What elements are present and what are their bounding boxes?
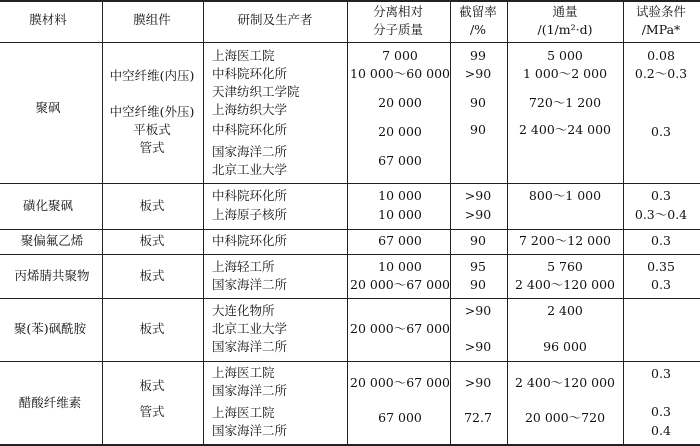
column-divider [450, 0, 451, 446]
conditions-cell: 0.35 [647, 259, 675, 274]
mwco-cell: 20 000～67 000 [350, 321, 450, 336]
producer-cell: 上海轻工所 [212, 259, 275, 274]
column-divider [623, 0, 624, 446]
row-divider [0, 298, 700, 299]
conditions-cell: 0.3 [651, 188, 671, 203]
flux-cell: 20 000～720 [524, 410, 606, 425]
conditions-cell: 0.08 [647, 48, 675, 63]
rejection-cell: 90 [470, 233, 486, 248]
mwco-cell: 10 000～60 000 [350, 66, 450, 81]
flux-cell: 2 400～120 000 [515, 277, 615, 292]
rejection-cell: >90 [464, 303, 492, 318]
header-conditions: 试验条件 [635, 4, 687, 19]
module-cell: 中空纤维(内压) [109, 68, 195, 83]
material-cell: 聚(苯)砜酰胺 [13, 321, 87, 336]
rejection-cell: 99 [470, 48, 486, 63]
module-cell: 板式 [139, 198, 165, 213]
rejection-cell: >90 [464, 188, 492, 203]
producer-cell: 中科院环化所 [212, 122, 288, 137]
producer-cell: 北京工业大学 [212, 321, 288, 336]
header-rejection: 截留率 [459, 4, 497, 19]
conditions-cell: 0.3 [651, 404, 671, 419]
module-cell: 平板式 [133, 122, 171, 137]
flux-cell: 800～1 000 [528, 188, 602, 203]
mwco-cell: 10 000 [378, 259, 422, 274]
flux-cell: 96 000 [543, 339, 587, 354]
module-cell: 板式 [139, 233, 165, 248]
flux-cell: 7 200～12 000 [518, 233, 612, 248]
row-divider [0, 183, 700, 184]
conditions-cell: 0.2～0.3 [634, 66, 688, 81]
table-top-rule [0, 0, 700, 2]
material-cell: 丙烯腈共聚物 [14, 268, 90, 283]
column-divider [203, 0, 204, 446]
column-divider [347, 0, 348, 446]
mwco-cell: 7 000 [382, 48, 418, 63]
conditions-cell: 0.3～0.4 [634, 207, 688, 222]
mwco-cell: 20 000 [378, 124, 422, 139]
mwco-cell: 20 000 [378, 95, 422, 110]
module-cell: 管式 [139, 140, 165, 155]
rejection-cell: 72.7 [464, 410, 492, 425]
producer-cell: 国家海洋二所 [212, 383, 288, 398]
rejection-cell: 90 [470, 277, 486, 292]
module-cell: 管式 [139, 404, 165, 419]
producer-cell: 中科院环化所 [212, 66, 288, 81]
mwco-cell: 67 000 [378, 233, 422, 248]
producer-cell: 上海原子核所 [212, 207, 288, 222]
material-cell: 聚偏氟乙烯 [20, 233, 84, 248]
rejection-cell: 95 [470, 259, 486, 274]
row-divider [0, 229, 700, 230]
producer-cell: 天津纺织工学院 [212, 84, 300, 99]
header-conditions-unit: /MPa* [641, 22, 681, 37]
column-divider [507, 0, 508, 446]
producer-cell: 北京工业大学 [212, 162, 288, 177]
flux-cell: 2 400～24 000 [518, 122, 612, 137]
conditions-cell: 0.3 [651, 366, 671, 381]
material-cell: 聚砜 [35, 100, 61, 115]
mwco-cell: 10 000 [378, 207, 422, 222]
producer-cell: 上海医工院 [212, 48, 275, 63]
rejection-cell: >90 [464, 375, 492, 390]
header-mwco-2: 分子质量 [372, 22, 424, 37]
producer-cell: 国家海洋二所 [212, 423, 288, 438]
module-cell: 板式 [139, 268, 165, 283]
header-flux-unit: /(1/m²·d) [537, 22, 593, 37]
header-bottom-rule [0, 42, 700, 43]
header-module: 膜组件 [133, 12, 171, 27]
producer-cell: 上海纺织大学 [212, 102, 288, 117]
material-cell: 磺化聚砜 [22, 198, 74, 213]
header-producer: 研制及生产者 [237, 12, 313, 27]
material-cell: 醋酸纤维素 [18, 395, 82, 410]
conditions-cell: 0.3 [651, 124, 671, 139]
row-divider [0, 361, 700, 362]
row-divider [0, 254, 700, 255]
producer-cell: 国家海洋二所 [212, 144, 288, 159]
producer-cell: 国家海洋二所 [212, 277, 288, 292]
flux-cell: 5 000 [547, 48, 583, 63]
rejection-cell: >90 [464, 339, 492, 354]
header-rejection-unit: /% [469, 22, 487, 37]
module-cell: 板式 [139, 378, 165, 393]
flux-cell: 2 400～120 000 [515, 375, 615, 390]
conditions-cell: 0.3 [651, 233, 671, 248]
producer-cell: 国家海洋二所 [212, 339, 288, 354]
mwco-cell: 20 000～67 000 [350, 375, 450, 390]
mwco-cell: 20 000～67 000 [350, 277, 450, 292]
rejection-cell: 90 [470, 122, 486, 137]
module-cell: 板式 [139, 321, 165, 336]
mwco-cell: 10 000 [378, 188, 422, 203]
flux-cell: 720～1 200 [528, 95, 602, 110]
header-flux: 通量 [552, 4, 578, 19]
module-cell: 中空纤维(外压) [109, 104, 195, 119]
rejection-cell: >90 [464, 207, 492, 222]
producer-cell: 中科院环化所 [212, 233, 288, 248]
producer-cell: 上海医工院 [212, 365, 275, 380]
flux-cell: 1 000～2 000 [522, 66, 608, 81]
conditions-cell: 0.4 [651, 423, 671, 438]
rejection-cell: 90 [470, 95, 486, 110]
mwco-cell: 67 000 [378, 410, 422, 425]
producer-cell: 上海医工院 [212, 405, 275, 420]
header-material: 膜材料 [29, 12, 67, 27]
flux-cell: 5 760 [547, 259, 583, 274]
mwco-cell: 67 000 [378, 153, 422, 168]
producer-cell: 大连化物所 [212, 303, 275, 318]
conditions-cell: 0.3 [651, 277, 671, 292]
rejection-cell: >90 [464, 66, 492, 81]
column-divider [102, 0, 103, 446]
header-mwco: 分离相对 [372, 4, 424, 19]
flux-cell: 2 400 [547, 303, 583, 318]
producer-cell: 中科院环化所 [212, 188, 288, 203]
